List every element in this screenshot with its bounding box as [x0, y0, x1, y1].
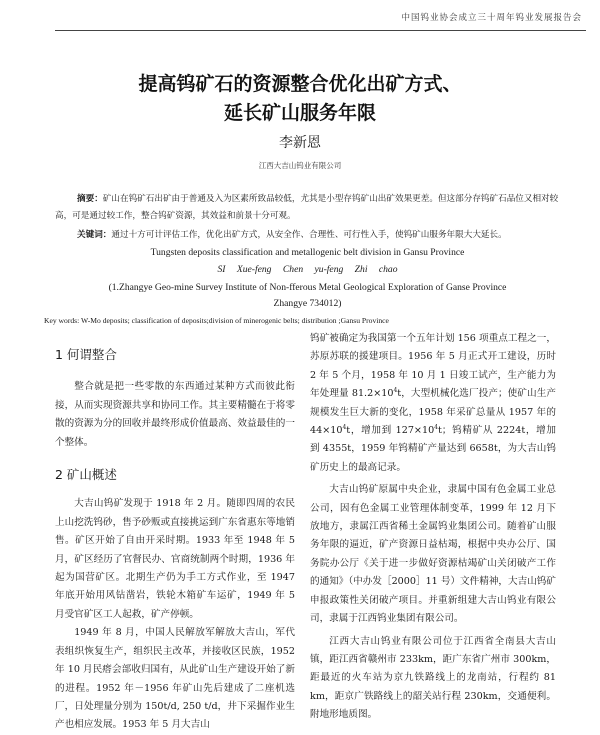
right-paragraph-1-a: 钨矿被确定为我国第一个五年计划 156 项重点工程之一，苏原苏联的援建项目。1956 年 5 月正式开工建设，历时 2 年 5 个月，1958 年 10 月 1 日竣工试产，生产能力为年处理量 81.2×10: [310, 333, 556, 400]
section-2-heading: 2 矿山概述: [55, 467, 117, 483]
right-paragraph-1-c: t，增加到 127×10: [346, 425, 435, 437]
english-affiliation-line-2: Zhangye 734012): [273, 298, 342, 309]
keywords-label: 关键词：: [77, 230, 112, 240]
superscript-3: 4: [434, 423, 438, 431]
right-column: [310, 330, 556, 725]
author-name: 李新恩: [279, 135, 321, 151]
english-authors: SI Xue-feng Chen yu-feng Zhi chao: [217, 264, 398, 275]
right-paragraph-1: [310, 330, 556, 477]
abstract: [55, 191, 560, 225]
section-1-paragraph: 整合就是把一些零散的东西通过某种方式而彼此衔接，从而实现资源共享和协同工作。其主要精髓在于将零散的资源为分的回收并最终形成价值最高、效益最佳的一个整体。: [55, 381, 295, 448]
superscript-2: 4: [342, 423, 347, 431]
header-rule: [55, 30, 586, 31]
english-keywords: Key words: W-Mo deposits; classification of deposits;division of minerogenic belts; distribution ;Gansu Province: [44, 316, 389, 325]
running-header: 中国钨业协会成立三十周年钨业发展报告会: [401, 13, 582, 23]
abstract-label: 摘要：: [77, 194, 103, 204]
section-2-paragraph-1: 大吉山钨矿发现于 1918 年 2 月。随即四周的农民上山挖洗钨砂，售予砂贩或直接挑运到广东省惠东等地销售。矿区开始了自由开采时期。1933 年至 1948 年 5 月，矿区经历了官督民办、官商统制两个时期，1936 年起为国营矿区。北期生产仍为手工方式作业，至 1947 年底开始用风钻凿岩，铁轮木箱矿车运矿，1949 年 5 月受官矿区工人起救，矿产停顿。: [55, 498, 295, 620]
right-paragraph-1-d: t；钨精矿从 2224t，增加 到 4355t，1959 年钨精矿产量达到 6658t，为大吉山钨矿历史上的最高记录。: [310, 425, 556, 473]
title-line-1: 提高钨矿石的资源整合优化出矿方式、: [138, 73, 462, 95]
author-affiliation: 江西大吉山钨业有限公司: [258, 161, 342, 170]
english-title: Tungsten deposits classification and metallogenic belt division in Gansu Province: [150, 247, 465, 258]
right-paragraph-1-b: t，大型机械化选厂投产；使矿山生产规模发生巨大新的变化，1958 年采矿总量从 1957 年的 44×10: [310, 388, 556, 437]
section-2-paragraph-2: 1949 年 8 月，中国人民解放军解放大吉山，军代表组织恢复生产，组织民主改革，并接收区民族，1952 年 10 月民瘩会部收归国有，从此矿山生产建设开始了新的进程。1952 年－1956 年矿山先后建成了二座机选厂，日处理量分别为 150t/d, 250 t/d，井下采掘作业生产也相应发展。1953 年 5 月大吉山: [55, 627, 295, 731]
left-column: [55, 330, 295, 735]
english-affiliation: [55, 280, 560, 312]
right-paragraph-3: 江西大吉山钨业有限公司位于江西省全南县大吉山镇，距江西省赣州市 233km，距广东省广州市 300km，距最近的火车站为京九铁路线上的龙南站，行程约 81 km，距京广铁路线上的韶关站行程 230km，交通便利。附地形地质图。: [310, 635, 556, 721]
title-line-2: 延长矿山服务年限: [223, 102, 376, 124]
keywords: [55, 227, 582, 244]
right-paragraph-2: 大吉山钨矿原属中央企业，隶属中国有色金属工业总公司，因有色金属工业管理体制变革，1999 年 12 月下放地方，隶属江西省稀土金属钨业集团公司。随着矿山服务年限的逼近，矿产资源日益枯竭，根据中央办公厅、国务院办公厅《关于进一步做好资源枯竭矿山关闭破产工作的通知》（中办发［2000］11 号）文件精神，大吉山钨矿申报政策性关闭破产项目。并重新组建大吉山钨业有限公司，隶属于江西钨业集团有限公司。: [310, 484, 556, 625]
english-affiliation-line-1: (1.Zhangye Geo-mine Survey Institute of Non-fferous Metal Geological Exploration of Ganse Province: [108, 282, 507, 293]
abstract-text: 矿山在钨矿石出矿由于普通及入为区素所致品较低，尤其是小型存钨矿山出矿效果更差。但这部分存钨矿石品位又相对较高，可是通过较工作，整合钨矿资源，其效益和前景十分可观。: [55, 194, 559, 221]
superscript-1: 4: [393, 387, 398, 395]
section-1-heading: 1 何谓整合: [55, 347, 117, 362]
keywords-text: 通过十方可计评估工作，优化出矿方式，从安全作、合理性、可行性入手，使钨矿山服务年限大大延长。: [111, 230, 507, 240]
paper-title: [0, 70, 600, 128]
